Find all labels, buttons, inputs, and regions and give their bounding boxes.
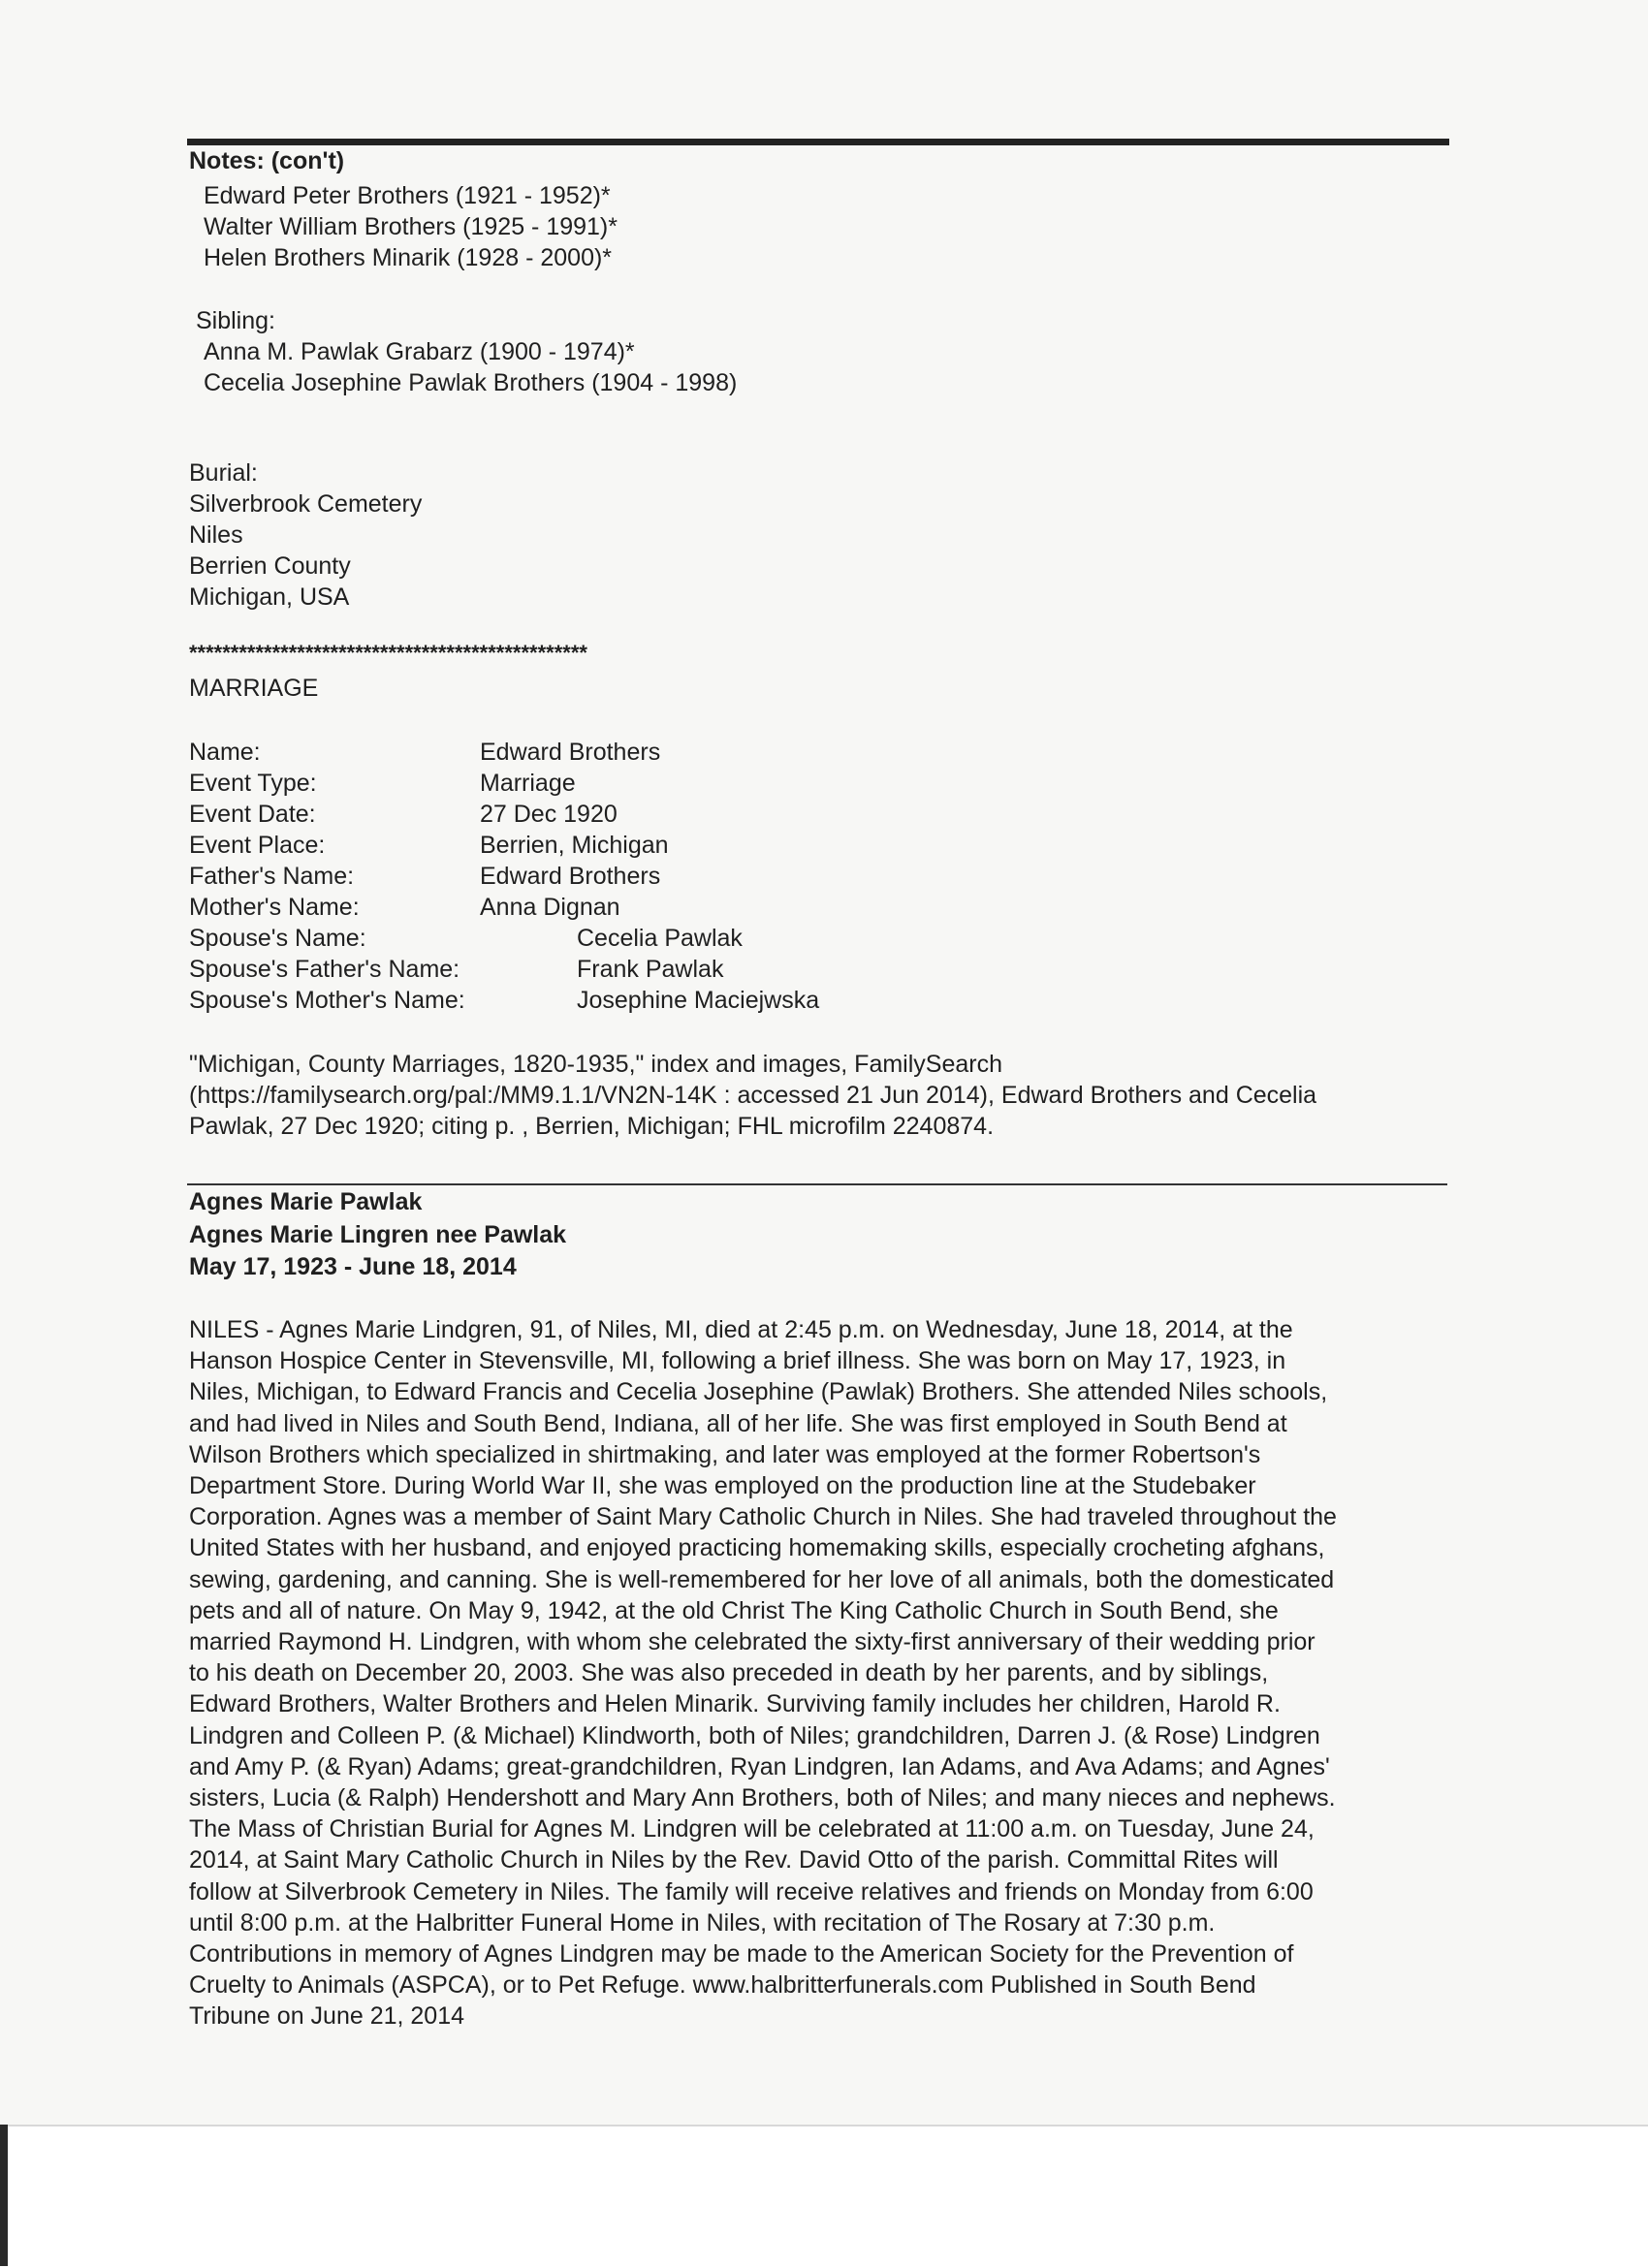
obituary-line: Tribune on June 21, 2014 — [189, 2002, 465, 2031]
obituary-line: The Mass of Christian Burial for Agnes M. Lindgren will be celebrated at 11:00 a.m. on Tuesday, June 24, — [189, 1815, 1315, 1843]
obituary-name: Agnes Marie Pawlak — [189, 1188, 423, 1215]
obituary-line: 2014, at Saint Mary Catholic Church in Niles by the Rev. David Otto of the parish. Committal Rites will — [189, 1846, 1279, 1874]
scanner-bed-area — [0, 2125, 1648, 2268]
child-entry: Edward Peter Brothers (1921 - 1952)* — [204, 182, 611, 209]
citation-line: Pawlak, 27 Dec 1920; citing p. , Berrien, Michigan; FHL microfilm 2240874. — [189, 1113, 995, 1140]
scanner-edge-shadow — [0, 2125, 8, 2266]
burial-line: Silverbrook Cemetery — [189, 490, 423, 518]
notes-heading: Notes: (con't) — [189, 147, 345, 174]
obituary-line: NILES - Agnes Marie Lindgren, 91, of Niles, MI, died at 2:45 p.m. on Wednesday, June 18, 2014, at the — [189, 1316, 1293, 1343]
burial-line: Niles — [189, 521, 243, 549]
marriage-heading: MARRIAGE — [189, 675, 319, 702]
marriage-citation — [189, 1049, 1449, 1142]
field-value: Frank Pawlak — [577, 956, 724, 983]
top-rule — [187, 139, 1449, 145]
field-value: Josephine Maciejwska — [577, 987, 820, 1014]
obituary-line: until 8:00 p.m. at the Halbritter Funeral Home in Niles, with recitation of The Rosary at 7:30 p.m. — [189, 1908, 1216, 1937]
obituary-text — [189, 1314, 1459, 2032]
field-value: Edward Brothers — [480, 863, 661, 890]
obituary-line: Edward Brothers, Walter Brothers and Helen Minarik. Surviving family includes her children, Harold R. — [189, 1690, 1281, 1718]
child-entry: Helen Brothers Minarik (1928 - 2000)* — [204, 244, 613, 271]
field-label: Mother's Name: — [189, 894, 360, 921]
sibling-entry: Anna M. Pawlak Grabarz (1900 - 1974)* — [204, 338, 635, 365]
asterisk-separator: ************************************************ — [189, 641, 587, 665]
obituary-line: Contributions in memory of Agnes Lindgren may be made to the American Society for the Prevention of — [189, 1940, 1294, 1969]
section-divider — [187, 1183, 1447, 1185]
obituary-dates: May 17, 1923 - June 18, 2014 — [189, 1253, 517, 1280]
obituary-line: Lindgren and Colleen P. (& Michael) Klindworth, both of Niles; grandchildren, Darren J. (& Rose) Lindgren — [189, 1721, 1320, 1749]
obituary-line: Corporation. Agnes was a member of Saint Mary Catholic Church in Niles. She had traveled throughout the — [189, 1503, 1337, 1531]
field-value: Cecelia Pawlak — [577, 925, 743, 952]
field-label: Event Date: — [189, 801, 316, 828]
field-value: Edward Brothers — [480, 739, 661, 766]
sibling-entry: Cecelia Josephine Pawlak Brothers (1904 - 1998) — [204, 369, 738, 396]
obituary-line: Hanson Hospice Center in Stevensville, MI, following a brief illness. She was born on May 17, 1923, in — [189, 1347, 1286, 1375]
obituary-line: married Raymond H. Lindgren, with whom she celebrated the sixty-first anniversary of their wedding prior — [189, 1628, 1315, 1656]
obituary-line: and Amy P. (& Ryan) Adams; great-grandchildren, Ryan Lindgren, Ian Adams, and Ava Adams; and Agnes' — [189, 1752, 1330, 1780]
field-value: 27 Dec 1920 — [480, 801, 618, 828]
obituary-line: United States with her husband, and enjoyed practicing homemaking skills, especially crocheting afghans, — [189, 1534, 1325, 1562]
field-label: Event Place: — [189, 832, 326, 859]
field-label: Spouse's Name: — [189, 925, 366, 952]
burial-line: Berrien County — [189, 552, 351, 580]
field-value: Anna Dignan — [480, 894, 620, 921]
citation-line: (https://familysearch.org/pal:/MM9.1.1/VN2N-14K : accessed 21 Jun 2014), Edward Brothers and Cecelia — [189, 1082, 1317, 1109]
field-label: Spouse's Mother's Name: — [189, 987, 465, 1014]
obituary-line: Department Store. During World War II, she was employed on the production line at the Studebaker — [189, 1472, 1256, 1500]
field-label: Name: — [189, 739, 261, 766]
burial-line: Michigan, USA — [189, 583, 350, 611]
field-label: Spouse's Father's Name: — [189, 956, 460, 983]
field-value: Marriage — [480, 770, 576, 797]
sibling-heading: Sibling: — [196, 307, 275, 334]
child-entry: Walter William Brothers (1925 - 1991)* — [204, 213, 618, 240]
field-label: Event Type: — [189, 770, 317, 797]
obituary-line: pets and all of nature. On May 9, 1942, at the old Christ The King Catholic Church in South Bend, she — [189, 1596, 1279, 1624]
obituary-line: follow at Silverbrook Cemetery in Niles. The family will receive relatives and friends on Monday from 6:00 — [189, 1877, 1314, 1906]
obituary-full-name: Agnes Marie Lingren nee Pawlak — [189, 1221, 567, 1248]
obituary-line: Wilson Brothers which specialized in shirtmaking, and later was employed at the former Robertson's — [189, 1440, 1261, 1468]
obituary-line: sisters, Lucia (& Ralph) Hendershott and Mary Ann Brothers, both of Niles; and many nieces and nephews. — [189, 1784, 1336, 1812]
field-label: Father's Name: — [189, 863, 355, 890]
field-value: Berrien, Michigan — [480, 832, 669, 859]
burial-heading: Burial: — [189, 459, 258, 487]
obituary-line: sewing, gardening, and canning. She is well-remembered for her love of all animals, both the domesticated — [189, 1565, 1335, 1593]
obituary-line: to his death on December 20, 2003. She was also preceded in death by her parents, and by siblings, — [189, 1659, 1269, 1687]
obituary-line: Niles, Michigan, to Edward Francis and Cecelia Josephine (Pawlak) Brothers. She attended Niles schools, — [189, 1378, 1328, 1406]
obituary-line: and had lived in Niles and South Bend, Indiana, all of her life. She was first employed in South Bend at — [189, 1409, 1287, 1437]
obituary-line: Cruelty to Animals (ASPCA), or to Pet Refuge. www.halbritterfunerals.com Published in South Bend — [189, 1971, 1256, 2000]
citation-line: "Michigan, County Marriages, 1820-1935," index and images, FamilySearch — [189, 1051, 1003, 1078]
